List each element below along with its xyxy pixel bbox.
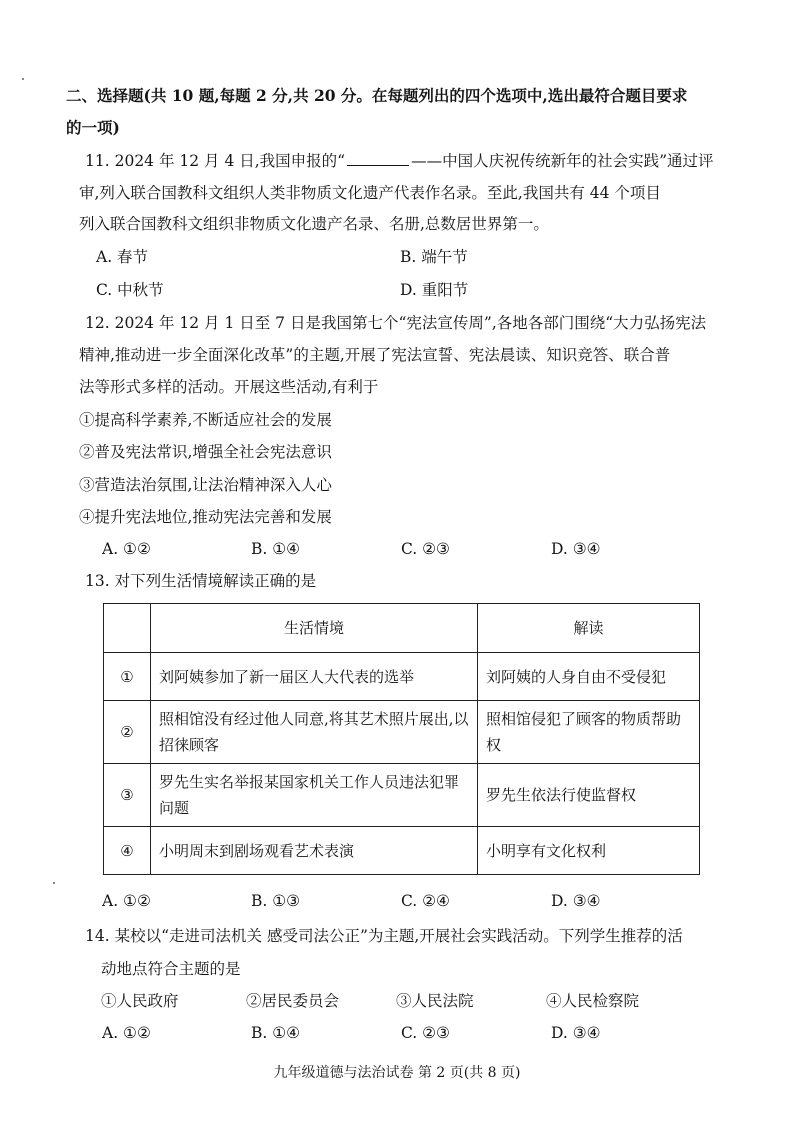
q12-option-a: A. ①② [102, 540, 151, 558]
q14-item-1: ①人民政府 [101, 992, 179, 1010]
q11-line1 [85, 150, 714, 172]
q12-item-2: ②普及宪法常识,增强全社会宪法意识 [79, 443, 332, 461]
q12-item-4: ④提升宪法地位,推动宪法完善和发展 [79, 508, 332, 526]
table-cell-reading: 小明享有文化权利 [478, 827, 700, 875]
q11-blank [347, 151, 409, 166]
q11-option-d: D. 重阳节 [400, 281, 469, 299]
section-heading-line2: 的一项) [66, 118, 120, 137]
q12-option-c: C. ②③ [401, 540, 450, 558]
page-footer: 九年级道德与法治试卷 第 2 页(共 8 页) [273, 1065, 521, 1081]
q11-line2: 审,列入联合国教科文组织人类非物质文化遗产代表作名录。至此,我国共有 44 个项目 [79, 184, 661, 202]
table-header-row [104, 604, 700, 653]
table-cell-reading: 刘阿姨的人身自由不受侵犯 [478, 653, 700, 701]
q12-item-3: ③营造法治氛围,让法治精神深入人心 [79, 476, 332, 494]
table-cell-situation: 罗先生实名举报某国家机关工作人员违法犯罪问题 [151, 764, 478, 827]
q11-line3: 列入联合国教科文组织非物质文化遗产名录、名册,总数居世界第一。 [79, 215, 549, 233]
table-header-blank [104, 604, 151, 653]
q13-option-d: D. ③④ [551, 892, 601, 910]
q14-option-a: A. ①② [102, 1024, 151, 1042]
q13-number: 13. [85, 572, 110, 590]
q11-number: 11. [85, 152, 110, 170]
q11-text-b: ——中国人庆祝传统新年的社会实践”通过评 [411, 152, 714, 170]
q13-stem-line [85, 570, 316, 592]
q12-line2: 精神,推动进一步全面深化改革”的主题,开展了宪法宣誓、宪法晨读、知识竞答、联合普 [79, 346, 671, 364]
q12-item-1: ①提高科学素养,不断适应社会的发展 [79, 411, 332, 429]
q13-stem: 对下列生活情境解读正确的是 [114, 572, 317, 590]
table-cell-num: ② [104, 701, 151, 764]
q12-option-d: D. ③④ [551, 540, 601, 558]
table-cell-reading: 罗先生依法行使监督权 [478, 764, 700, 827]
scan-speck [22, 78, 24, 80]
q14-item-2: ②居民委员会 [246, 992, 340, 1010]
table-cell-situation: 照相馆没有经过他人同意,将其艺术照片展出,以招徕顾客 [151, 701, 478, 764]
scan-speck [53, 882, 55, 884]
table-row [104, 827, 700, 875]
q11-text-a: 2024 年 12 月 4 日,我国申报的“ [114, 152, 346, 170]
section-heading-line1: 二、选择题(共 10 题,每题 2 分,共 20 分。在每题列出的四个选项中,选出最符合题目要求 [66, 86, 688, 105]
table-cell-situation: 小明周末到剧场观看艺术表演 [151, 827, 478, 875]
table-cell-num: ① [104, 653, 151, 701]
q13-table [103, 603, 700, 875]
q13-option-b: B. ①③ [251, 892, 301, 910]
table-row [104, 653, 700, 701]
q14-line1 [85, 925, 683, 947]
q14-option-c: C. ②③ [401, 1024, 450, 1042]
q14-item-4: ④人民检察院 [546, 992, 640, 1010]
table-row [104, 764, 700, 827]
q11-option-c: C. 中秋节 [96, 281, 164, 299]
table-cell-num: ④ [104, 827, 151, 875]
q13-option-a: A. ①② [102, 892, 151, 910]
q11-option-a: A. 春节 [96, 248, 149, 266]
q11-option-b: B. 端午节 [400, 248, 468, 266]
q12-line1 [85, 312, 706, 334]
q14-text: 某校以“走进司法机关 感受司法公正”为主题,开展社会实践活动。下列学生推荐的活 [114, 927, 683, 945]
q14-line2: 动地点符合主题的是 [101, 960, 241, 978]
table-row [104, 701, 700, 764]
q12-line3: 法等形式多样的活动。开展这些活动,有利于 [79, 378, 379, 396]
table-cell-situation: 刘阿姨参加了新一届区人大代表的选举 [151, 653, 478, 701]
q12-option-b: B. ①④ [251, 540, 301, 558]
table-cell-num: ③ [104, 764, 151, 827]
table-cell-reading: 照相馆侵犯了顾客的物质帮助权 [478, 701, 700, 764]
q12-text: 2024 年 12 月 1 日至 7 日是我国第七个“宪法宣传周”,各地各部门围绕“大力弘扬宪法 [114, 314, 707, 332]
q14-item-3: ③人民法院 [396, 992, 474, 1010]
q14-option-b: B. ①④ [251, 1024, 301, 1042]
q12-number: 12. [85, 314, 110, 332]
table-header-situation: 生活情境 [151, 604, 478, 653]
q14-number: 14. [85, 927, 110, 945]
table-header-reading: 解读 [478, 604, 700, 653]
q13-option-c: C. ②④ [401, 892, 450, 910]
q14-option-d: D. ③④ [551, 1024, 601, 1042]
